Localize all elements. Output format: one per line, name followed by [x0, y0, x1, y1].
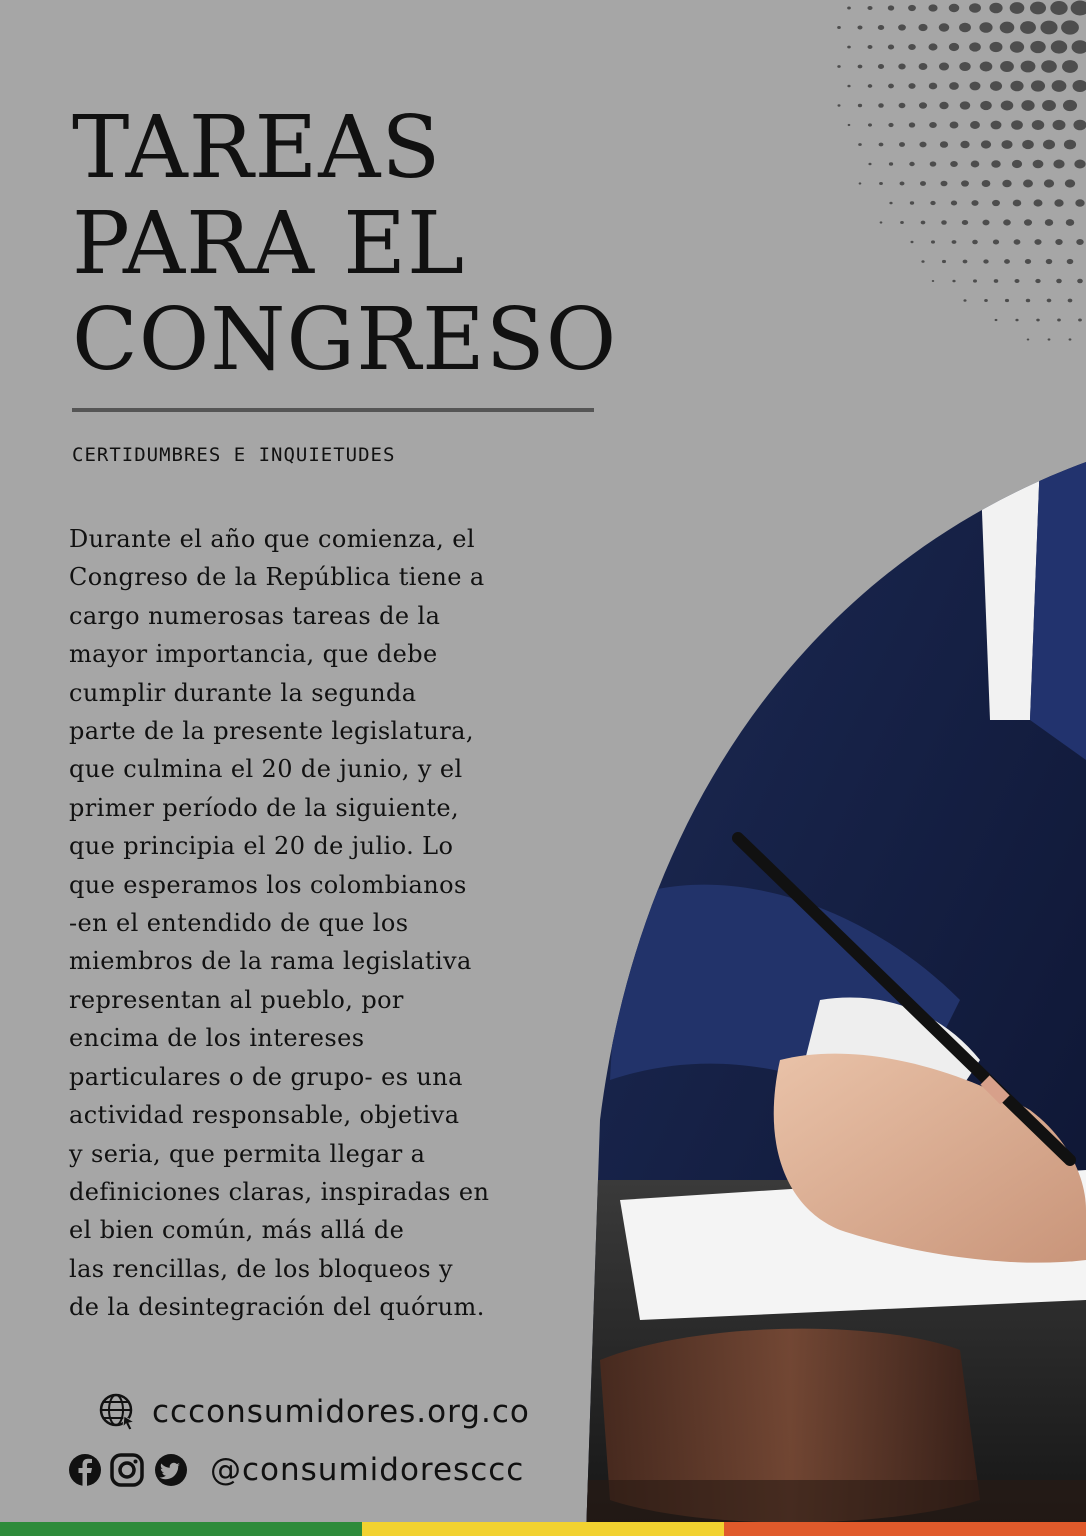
body-line: que esperamos los colombianos: [69, 870, 467, 899]
title-line: PARA EL: [72, 194, 466, 294]
body-line: las rencillas, de los bloqueos y: [69, 1254, 453, 1283]
body-line: -en el entendido de que los: [69, 909, 409, 938]
color-stripe-bar: [0, 1522, 1086, 1536]
facebook-icon[interactable]: [68, 1453, 102, 1487]
title-divider: [72, 408, 594, 412]
body-line: representan al pueblo, por: [69, 985, 404, 1014]
stripe-yellow: [362, 1522, 724, 1536]
body-line: cumplir durante la segunda: [69, 678, 417, 707]
body-line: particulares o de grupo- es una: [69, 1062, 463, 1091]
body-line: de la desintegración del quórum.: [69, 1293, 485, 1322]
body-line: mayor importancia, que debe: [69, 640, 438, 669]
body-line: encima de los intereses: [69, 1024, 365, 1053]
body-line: cargo numerosas tareas de la: [69, 601, 441, 630]
body-line: definiciones claras, inspiradas en: [69, 1177, 490, 1206]
globe-cursor-icon: [98, 1392, 138, 1432]
body-line: el bien común, más allá de: [69, 1216, 405, 1245]
page-title: [72, 100, 617, 388]
stripe-orange: [724, 1522, 1086, 1536]
body-line: Congreso de la República tiene a: [69, 563, 485, 592]
stripe-green: [0, 1522, 362, 1536]
title-line: TAREAS: [72, 98, 442, 198]
subtitle: CERTIDUMBRES E INQUIETUDES: [72, 444, 396, 466]
body-line: actividad responsable, objetiva: [69, 1101, 460, 1130]
twitter-icon[interactable]: [154, 1453, 188, 1487]
body-line: Durante el año que comienza, el: [69, 525, 475, 553]
body-line: que principia el 20 de julio. Lo: [69, 832, 454, 861]
social-handle[interactable]: @consumidoresccc: [210, 1452, 525, 1488]
title-line: CONGRESO: [72, 290, 618, 390]
body-line: miembros de la rama legislativa: [69, 947, 472, 976]
body-line: parte de la presente legislatura,: [69, 717, 474, 746]
body-line: que culmina el 20 de junio, y el: [69, 755, 463, 784]
body-line: primer período de la siguiente,: [69, 793, 460, 822]
body-line: y seria, que permita llegar a: [69, 1139, 426, 1168]
website-link[interactable]: ccconsumidores.org.co: [152, 1394, 530, 1430]
social-row: [68, 1452, 524, 1488]
instagram-icon[interactable]: [110, 1453, 144, 1487]
body-paragraph: [69, 520, 559, 1327]
website-row[interactable]: [98, 1392, 530, 1432]
